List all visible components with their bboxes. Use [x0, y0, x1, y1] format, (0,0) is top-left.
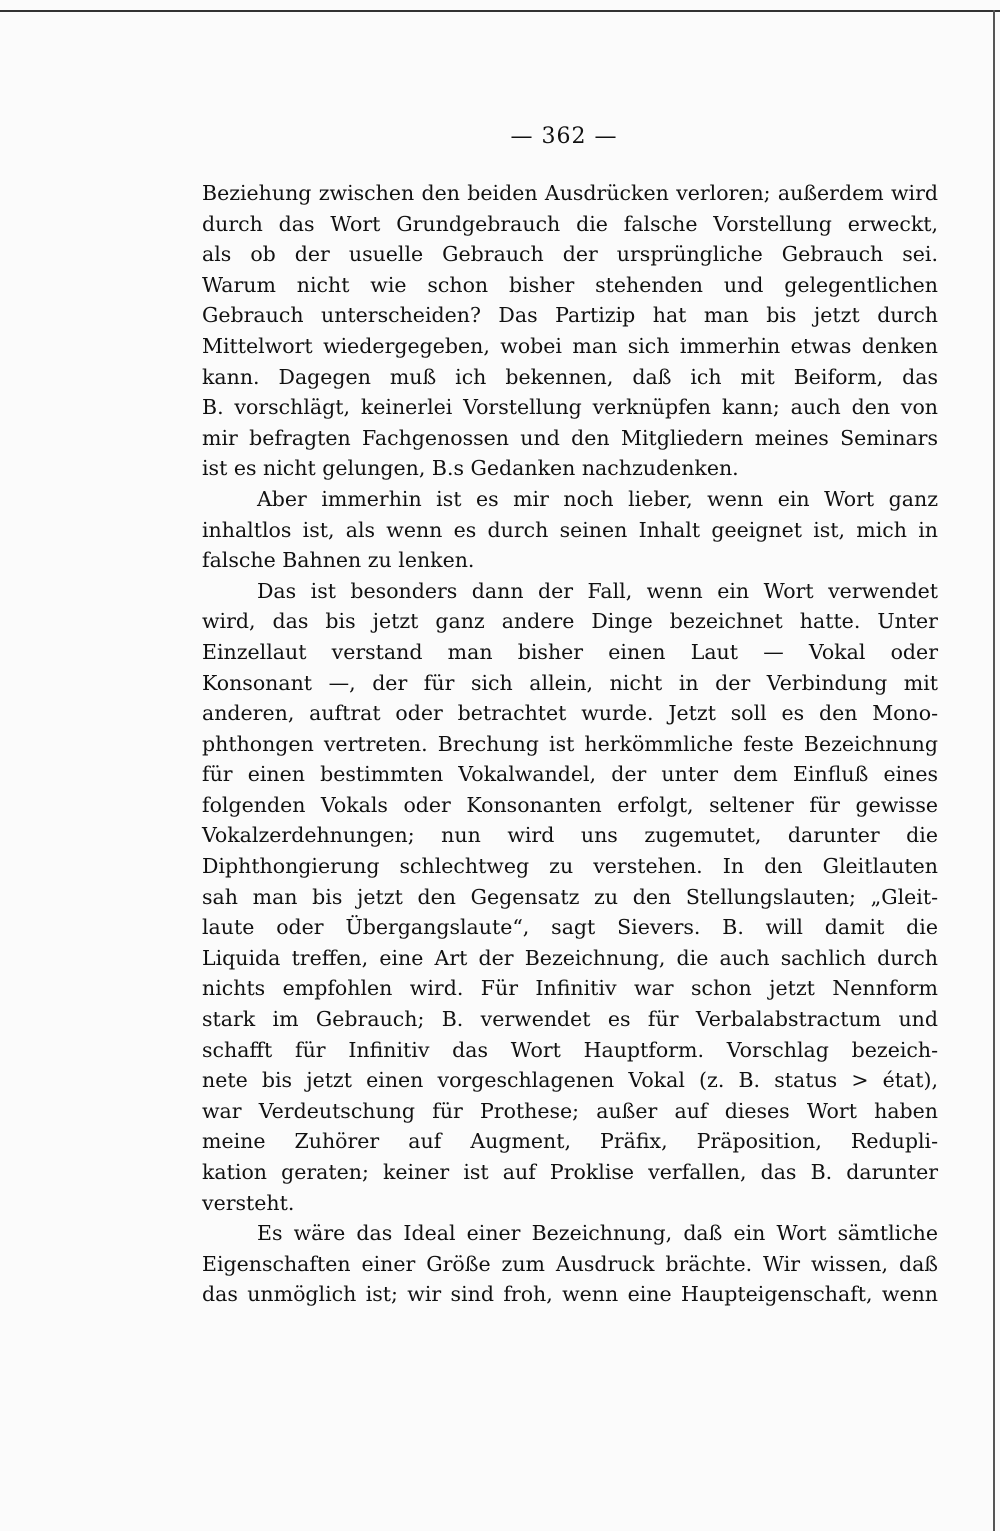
text-line: Aber immerhin ist es mir noch lieber, wenn ein Wort ganz — [257, 486, 938, 511]
text-line: Das ist besonders dann der Fall, wenn ein Wort verwendet — [257, 578, 938, 603]
body-text — [202, 178, 938, 1310]
text-line: Diphthongierung schlechtweg zu verstehen. In den Gleitlauten — [202, 854, 938, 879]
text-line: ist es nicht gelungen, B.s Gedanken nachzudenken. — [202, 456, 739, 481]
text-line: B. vorschlägt, keinerlei Vorstellung verknüpfen kann; auch den von — [202, 395, 938, 420]
text-line: für einen bestimmten Vokalwandel, der unter dem Einfluß eines — [202, 762, 938, 787]
text-line: Gebrauch unterscheiden? Das Partizip hat man bis jetzt durch — [202, 303, 938, 328]
text-line: Eigenschaften einer Größe zum Ausdruck brächte. Wir wissen, daß — [202, 1251, 938, 1276]
text-line: phthongen vertreten. Brechung ist herkömmliche feste Bezeichnung — [202, 731, 938, 756]
text-line: inhaltlos ist, als wenn es durch seinen Inhalt geeignet ist, mich in — [202, 517, 938, 542]
text-line: sah man bis jetzt den Gegensatz zu den Stellungslauten; „Gleit- — [202, 884, 938, 909]
text-line: Mittelwort wiedergegeben, wobei man sich immerhin etwas denken — [202, 333, 938, 358]
text-line: kann. Dagegen muß ich bekennen, daß ich mit Beiform, das — [202, 364, 938, 389]
paragraph — [202, 484, 938, 576]
paragraph — [202, 178, 938, 484]
text-line: laute oder Übergangslaute“, sagt Sievers. B. will damit die — [202, 915, 938, 940]
paragraph — [202, 576, 938, 1218]
text-line: kation geraten; keiner ist auf Proklise verfallen, das B. darunter — [202, 1160, 938, 1184]
text-line: nete bis jetzt einen vorgeschlagenen Vokal (z. B. status > état), — [202, 1068, 938, 1093]
text-line: stark im Gebrauch; B. verwendet es für Verbalabstractum und — [202, 1007, 938, 1032]
text-line: Es wäre das Ideal einer Bezeichnung, daß ein Wort sämtliche — [257, 1221, 938, 1246]
text-line: Beziehung zwischen den beiden Ausdrücken verloren; außerdem wird — [202, 181, 938, 205]
text-line: wird, das bis jetzt ganz andere Dinge bezeichnet hatte. Unter — [202, 609, 938, 634]
text-line: war Verdeutschung für Prothese; außer auf dieses Wort haben — [202, 1098, 938, 1123]
text-line: Konsonant —, der für sich allein, nicht in der Verbindung mit — [202, 670, 938, 695]
paragraph — [202, 1218, 938, 1310]
text-line: Liquida treffen, eine Art der Bezeichnung, die auch sachlich durch — [202, 945, 938, 970]
page-edge-right — [993, 10, 995, 1531]
text-line: Vokalzerdehnungen; nun wird uns zugemutet, darunter die — [202, 823, 938, 848]
page-edge-top — [0, 10, 1000, 12]
text-line: falsche Bahnen zu lenken. — [202, 548, 475, 573]
text-line: nichts empfohlen wird. Für Infinitiv war schon jetzt Nennform — [202, 976, 938, 1001]
text-line: Einzellaut verstand man bisher einen Laut — Vokal oder — [202, 639, 938, 664]
text-line: durch das Wort Grundgebrauch die falsche Vorstellung erweckt, — [202, 211, 938, 236]
text-line: mir befragten Fachgenossen und den Mitgliedern meines Seminars — [202, 425, 938, 450]
text-line: folgenden Vokals oder Konsonanten erfolgt, seltener für gewisse — [202, 792, 938, 817]
text-line: anderen, auftrat oder betrachtet wurde. Jetzt soll es den Mono- — [202, 701, 938, 726]
text-line: versteht. — [202, 1190, 295, 1215]
page-number: — 362 — — [510, 124, 618, 149]
text-line: meine Zuhörer auf Augment, Präfix, Präposition, Redupli- — [202, 1129, 938, 1154]
text-line: als ob der usuelle Gebrauch der ursprüngliche Gebrauch sei. — [202, 242, 938, 267]
text-line: schafft für Infinitiv das Wort Hauptform. Vorschlag bezeich- — [202, 1037, 938, 1062]
text-line: das unmöglich ist; wir sind froh, wenn eine Haupteigenschaft, wenn — [202, 1282, 938, 1307]
text-line: Warum nicht wie schon bisher stehenden und gelegentlichen — [202, 272, 938, 297]
